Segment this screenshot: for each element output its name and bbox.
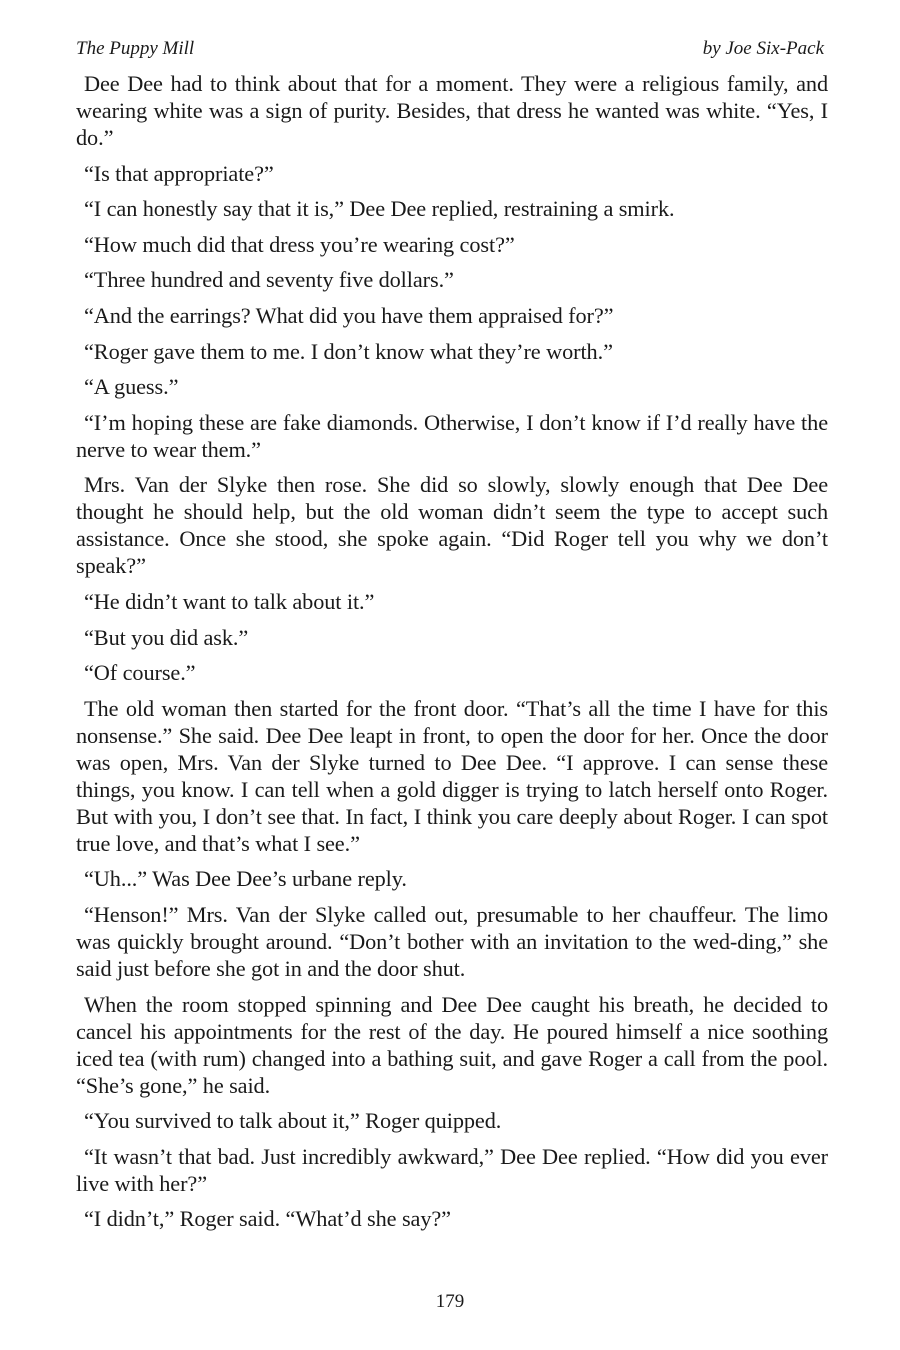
paragraph: “Of course.” (84, 660, 196, 686)
paragraph: “It wasn’t that bad. Just incredibly awkward,” Dee Dee replied. “How did you ever live with her?” (76, 1143, 828, 1196)
paragraph: “But you did ask.” (84, 624, 249, 650)
paragraph: “I’m hoping these are fake diamonds. Otherwise, I don’t know if I’d really have the nerve to wear them.” (76, 409, 828, 462)
paragraph: Dee Dee had to think about that for a moment. They were a religious family, and wearing white was a sign of purity. Besides, that dress he wanted was white. “Yes, I do.” (76, 71, 828, 150)
author-name: by Joe Six-Pack (702, 38, 824, 59)
paragraph: The old woman then started for the front door. “That’s all the time I have for this nonsense.” She said. Dee Dee leapt in front, to open the door for her. Once the door was open, Mrs. Van der Slyke turned to Dee Dee. “I approve. I can sense these things, you know. I can tell when a gold digger is trying to latch herself onto Roger. But with you, I don’t see that. In fact, I think you care deeply about Roger. I can spot true love, and that’s what I see.” (76, 695, 828, 856)
book-title: The Puppy Mill (76, 38, 195, 59)
paragraph: “How much did that dress you’re wearing cost?” (84, 231, 515, 257)
paragraph: When the room stopped spinning and Dee Dee caught his breath, he decided to cancel his appointments for the rest of the day. He poured himself a nice soothing iced tea (with rum) changed into a bathing suit, and gave Roger a call from the pool. “She’s gone,” he said. (76, 991, 828, 1098)
paragraph: “He didn’t want to talk about it.” (84, 588, 375, 614)
paragraph: “Henson!” Mrs. Van der Slyke called out, presumable to her chauffeur. The limo was quickly brought around. “Don’t bother with an invitation to the wed-ding,” she said just before she got in and the door shut. (76, 901, 828, 981)
paragraph: Mrs. Van der Slyke then rose. She did so slowly, slowly enough that Dee Dee thought he should help, but the old woman didn’t seem the type to accept such assistance. Once she stood, she spoke again. “Did Roger tell you why we don’t speak?” (76, 472, 828, 579)
paragraph: “Uh...” Was Dee Dee’s urbane reply. (84, 866, 407, 892)
paragraph: “Roger gave them to me. I don’t know what they’re worth.” (84, 338, 613, 364)
paragraph: “I can honestly say that it is,” Dee Dee replied, restraining a smirk. (84, 196, 675, 222)
paragraph: “You survived to talk about it,” Roger quipped. (84, 1108, 502, 1134)
running-header (76, 37, 824, 61)
paragraph: “A guess.” (84, 374, 179, 400)
paragraph: “I didn’t,” Roger said. “What’d she say?” (84, 1206, 451, 1232)
paragraph: “Three hundred and seventy five dollars.” (84, 267, 454, 293)
page-number: 179 (435, 1291, 465, 1312)
paragraph: “Is that appropriate?” (84, 160, 274, 186)
paragraph: “And the earrings? What did you have them appraised for?” (84, 302, 614, 328)
body-text (76, 70, 828, 1241)
